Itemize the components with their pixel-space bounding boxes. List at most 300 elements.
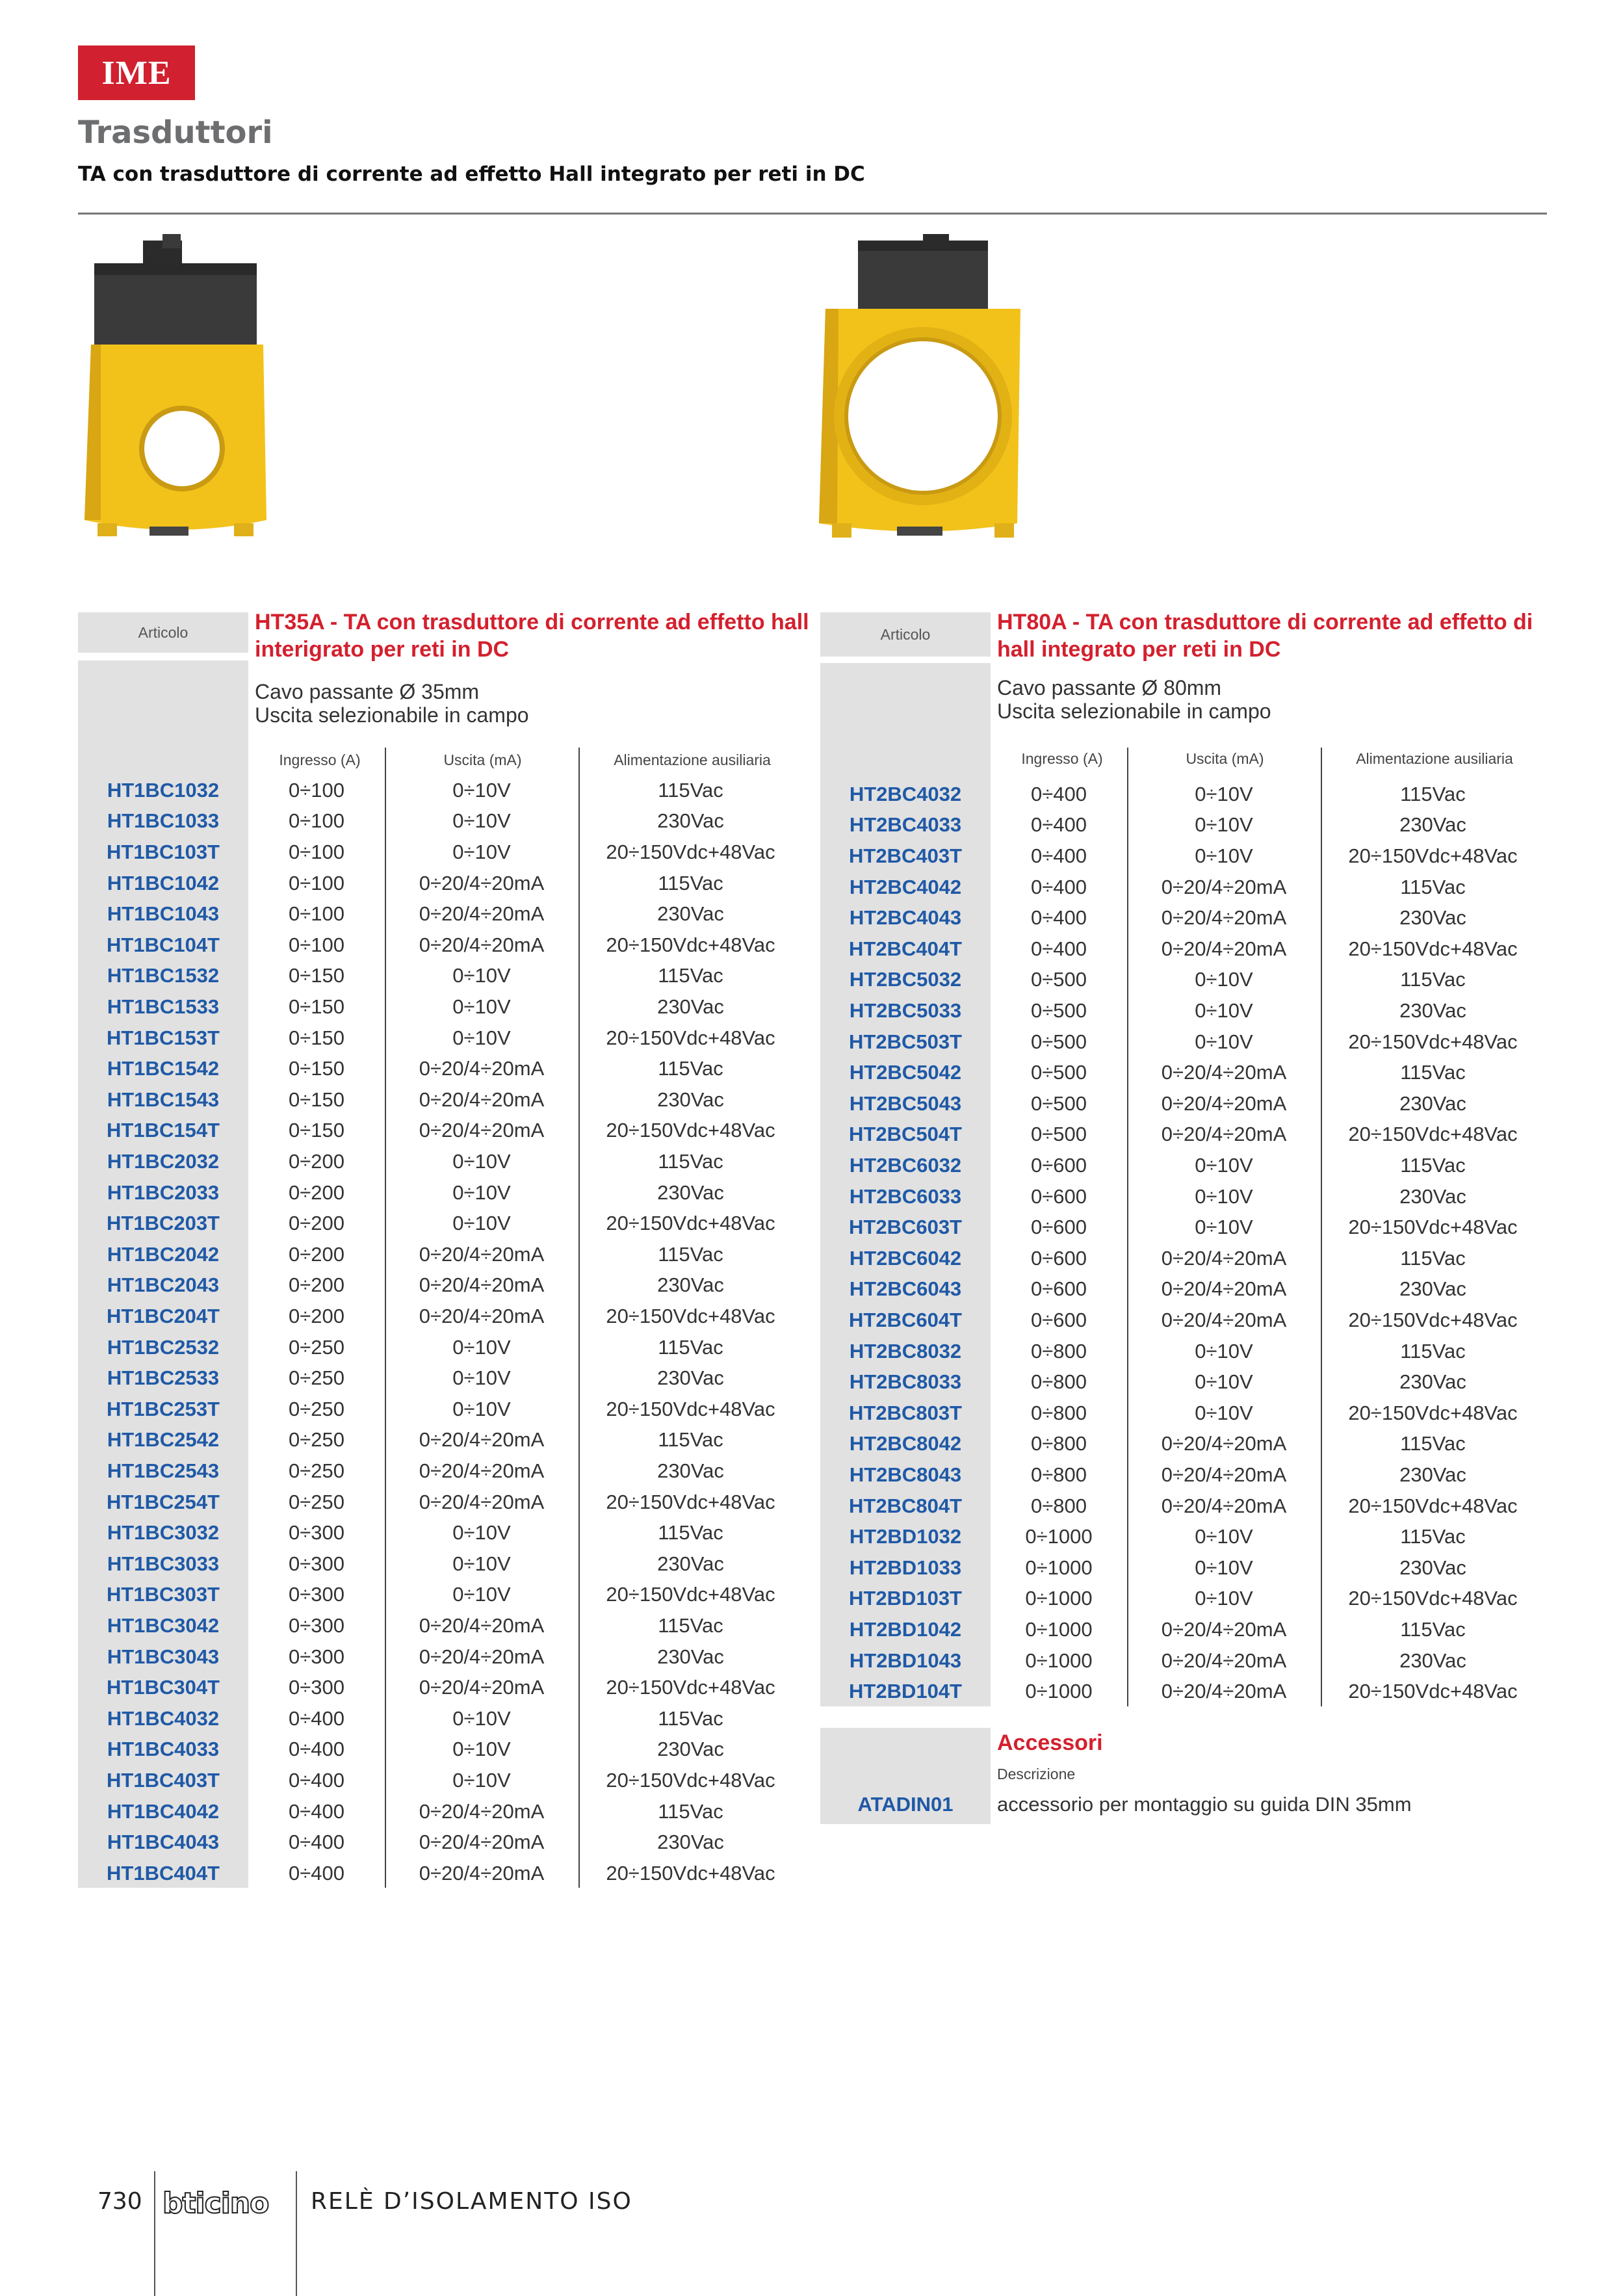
article-code: HT1BC4043 (107, 1831, 220, 1854)
aux-supply: 20÷150Vdc+48Vac (1348, 1308, 1518, 1331)
left-desc-output: Uscita selezionabile in campo (255, 703, 529, 727)
aux-supply: 230Vac (1399, 1184, 1466, 1208)
article-code: HT1BC2542 (107, 1428, 220, 1452)
aux-supply: 115Vac (658, 1242, 723, 1266)
left-col-alimentazione: Alimentazione ausiliaria (614, 751, 771, 768)
input-range: 0÷800 (1031, 1370, 1087, 1394)
article-code: HT1BC1032 (107, 778, 220, 802)
output-range: 0÷10V (452, 1706, 511, 1730)
article-code: HT2BC803T (849, 1401, 962, 1424)
aux-supply: 230Vac (657, 1738, 724, 1761)
output-range: 0÷20/4÷20mA (419, 1799, 545, 1823)
aux-supply: 20÷150Vdc+48Vac (1348, 1030, 1518, 1053)
output-range: 0÷20/4÷20mA (1161, 1091, 1287, 1115)
input-range: 0÷150 (289, 1026, 344, 1049)
table-row (78, 868, 803, 899)
input-range: 0÷1000 (1025, 1587, 1093, 1610)
input-range: 0÷200 (289, 1273, 344, 1297)
article-code: HT2BD1042 (849, 1617, 962, 1641)
aux-supply: 230Vac (1399, 1556, 1466, 1579)
article-code: HT1BC2033 (107, 1181, 220, 1204)
left-col-uscita: Uscita (mA) (443, 751, 522, 768)
aux-supply: 115Vac (1400, 1339, 1466, 1363)
output-range: 0÷10V (1195, 1184, 1253, 1208)
output-range: 0÷10V (452, 809, 511, 833)
input-range: 0÷400 (1031, 844, 1087, 867)
input-range: 0÷100 (289, 871, 344, 894)
table-row (820, 841, 1545, 872)
table-row (78, 1363, 803, 1394)
page-number: 730 (97, 2188, 142, 2215)
table-row (78, 1703, 803, 1734)
aux-supply: 20÷150Vdc+48Vac (606, 1304, 775, 1327)
input-range: 0÷500 (1031, 1123, 1087, 1146)
input-range: 0÷600 (1031, 1216, 1087, 1239)
table-row (78, 1084, 803, 1115)
input-range: 0÷400 (1031, 813, 1087, 837)
table-row (820, 1026, 1545, 1058)
output-range: 0÷20/4÷20mA (419, 933, 545, 956)
table-row (820, 1521, 1545, 1552)
product-image-ht35a (71, 234, 279, 546)
article-code: HT1BC2042 (107, 1242, 220, 1266)
article-code: HT1BC2543 (107, 1459, 220, 1482)
article-code: HT1BC3043 (107, 1645, 220, 1668)
aux-supply: 20÷150Vdc+48Vac (1348, 937, 1518, 960)
left-desc-cable: Cavo passante Ø 35mm (255, 680, 480, 703)
output-range: 0÷20/4÷20mA (1161, 937, 1287, 960)
article-code: HT1BC1042 (107, 871, 220, 894)
aux-supply: 230Vac (657, 1181, 724, 1204)
input-range: 0÷1000 (1025, 1556, 1093, 1579)
input-range: 0÷150 (289, 1057, 344, 1080)
table-row (820, 1366, 1545, 1398)
table-row (820, 1552, 1545, 1584)
left-product-title: HT35A - TA con trasduttore di corrente ad effetto hall interigrato per reti in DC (255, 610, 809, 662)
output-range: 0÷10V (1195, 813, 1253, 837)
aux-supply: 115Vac (658, 1335, 723, 1359)
aux-supply: 20÷150Vdc+48Vac (1348, 1494, 1518, 1517)
output-range: 0÷20/4÷20mA (419, 871, 545, 894)
input-range: 0÷300 (289, 1521, 344, 1545)
output-range: 0÷20/4÷20mA (1161, 1308, 1287, 1331)
input-range: 0÷500 (1031, 968, 1087, 991)
output-range: 0÷10V (452, 1149, 511, 1173)
aux-supply: 115Vac (658, 1613, 723, 1637)
input-range: 0÷400 (289, 1861, 344, 1885)
output-range: 0÷10V (1195, 998, 1253, 1022)
input-range: 0÷800 (1031, 1463, 1087, 1486)
right-desc-cable: Cavo passante Ø 80mm (997, 676, 1222, 699)
input-range: 0÷500 (1031, 1061, 1087, 1084)
article-code: HT1BC304T (107, 1676, 220, 1699)
output-range: 0÷10V (452, 1397, 511, 1420)
aux-supply: 20÷150Vdc+48Vac (606, 1768, 775, 1792)
accessories-title: Accessori (997, 1730, 1103, 1755)
article-code: HT1BC203T (107, 1212, 220, 1235)
section-name: RELÈ D’ISOLAMENTO ISO (311, 2188, 632, 2215)
article-code: HT2BC4032 (849, 782, 962, 805)
table-row (78, 1765, 803, 1796)
article-code: HT1BC2032 (107, 1149, 220, 1173)
aux-supply: 115Vac (1400, 968, 1466, 991)
article-code: HT2BC5033 (849, 998, 962, 1022)
output-range: 0÷20/4÷20mA (419, 1831, 545, 1854)
table-row (820, 1150, 1545, 1181)
table-row (78, 1796, 803, 1827)
article-code: HT2BC404T (849, 937, 962, 960)
article-code: HT1BC404T (107, 1861, 220, 1885)
input-range: 0÷800 (1031, 1339, 1087, 1363)
output-range: 0÷10V (1195, 782, 1253, 805)
article-code: HT1BC4032 (107, 1706, 220, 1730)
aux-supply: 115Vac (658, 964, 723, 987)
footer-divider-1 (154, 2171, 155, 2296)
input-range: 0÷100 (289, 902, 344, 926)
input-range: 0÷400 (1031, 875, 1087, 898)
aux-supply: 20÷150Vdc+48Vac (606, 1676, 775, 1699)
aux-supply: 20÷150Vdc+48Vac (606, 933, 775, 956)
article-code: HT1BC3042 (107, 1613, 220, 1637)
input-range: 0÷400 (289, 1768, 344, 1792)
table-row (820, 779, 1545, 810)
article-code: HT1BC2532 (107, 1335, 220, 1359)
aux-supply: 230Vac (1399, 1370, 1466, 1394)
input-range: 0÷200 (289, 1149, 344, 1173)
aux-supply: 230Vac (1399, 998, 1466, 1022)
input-range: 0÷800 (1031, 1432, 1087, 1455)
aux-supply: 115Vac (658, 871, 723, 894)
table-row (78, 1610, 803, 1641)
table-row (78, 1270, 803, 1301)
table-row (820, 1119, 1545, 1151)
table-row (78, 930, 803, 961)
aux-supply: 230Vac (1399, 1463, 1466, 1486)
article-code: HT2BC603T (849, 1216, 962, 1239)
article-code: HT1BC153T (107, 1026, 220, 1049)
output-range: 0÷20/4÷20mA (419, 1088, 545, 1111)
article-code: HT2BD1033 (849, 1556, 962, 1579)
table-row (78, 1672, 803, 1703)
article-code: HT2BC5042 (849, 1061, 962, 1084)
input-range: 0÷250 (289, 1335, 344, 1359)
page-title: Trasduttori (78, 114, 273, 151)
table-row (820, 902, 1545, 933)
table-row (78, 1734, 803, 1766)
article-code: HT1BC1043 (107, 902, 220, 926)
aux-supply: 230Vac (657, 1366, 724, 1390)
table-row (820, 1336, 1545, 1367)
article-code: HT1BC303T (107, 1583, 220, 1606)
output-range: 0÷20/4÷20mA (1161, 1649, 1287, 1672)
output-range: 0÷20/4÷20mA (419, 902, 545, 926)
output-range: 0÷20/4÷20mA (419, 1645, 545, 1668)
aux-supply: 20÷150Vdc+48Vac (1348, 1123, 1518, 1146)
article-code: HT2BD104T (849, 1680, 962, 1703)
page-subtitle: TA con trasduttore di corrente ad effetto Hall integrato per reti in DC (78, 163, 865, 186)
aux-supply: 20÷150Vdc+48Vac (606, 1119, 775, 1142)
table-row (78, 1115, 803, 1147)
input-range: 0÷400 (289, 1831, 344, 1854)
aux-supply: 230Vac (657, 902, 724, 926)
article-code: HT2BC6032 (849, 1153, 962, 1177)
input-range: 0÷400 (1031, 782, 1087, 805)
table-row (78, 1455, 803, 1487)
table-row (820, 1212, 1545, 1243)
output-range: 0÷20/4÷20mA (1161, 1680, 1287, 1703)
article-code: HT1BC403T (107, 1768, 220, 1792)
input-range: 0÷800 (1031, 1401, 1087, 1424)
aux-supply: 115Vac (1400, 1153, 1466, 1177)
output-range: 0÷20/4÷20mA (1161, 906, 1287, 930)
input-range: 0÷400 (289, 1706, 344, 1730)
bticino-logo: bticino (162, 2187, 269, 2220)
aux-supply: 230Vac (1399, 1649, 1466, 1672)
output-range: 0÷20/4÷20mA (1161, 1494, 1287, 1517)
table-row (820, 1429, 1545, 1460)
table-row (820, 933, 1545, 965)
table-row (820, 1305, 1545, 1336)
output-range: 0÷20/4÷20mA (1161, 1123, 1287, 1146)
output-range: 0÷10V (1195, 1587, 1253, 1610)
output-range: 0÷10V (1195, 1556, 1253, 1579)
aux-supply: 230Vac (1399, 1277, 1466, 1301)
table-row (820, 995, 1545, 1026)
aux-supply: 230Vac (657, 1459, 724, 1482)
input-range: 0÷1000 (1025, 1649, 1093, 1672)
article-code: HT2BC503T (849, 1030, 962, 1053)
aux-supply: 20÷150Vdc+48Vac (606, 1026, 775, 1049)
table-row (820, 1614, 1545, 1645)
article-code: HT2BC5043 (849, 1091, 962, 1115)
table-row (78, 961, 803, 992)
output-range: 0÷10V (452, 778, 511, 802)
aux-supply: 230Vac (657, 995, 724, 1018)
output-range: 0÷20/4÷20mA (419, 1273, 545, 1297)
table-row (78, 837, 803, 868)
ime-logo: IME (78, 46, 195, 100)
input-range: 0÷400 (1031, 906, 1087, 930)
accessory-code: ATADIN01 (857, 1793, 954, 1816)
input-range: 0÷500 (1031, 1091, 1087, 1115)
input-range: 0÷800 (1031, 1494, 1087, 1517)
aux-supply: 115Vac (1400, 1617, 1466, 1641)
left-col-ingresso: Ingresso (A) (279, 751, 361, 768)
article-code: HT2BD1043 (849, 1649, 962, 1672)
aux-supply: 20÷150Vdc+48Vac (1348, 1680, 1518, 1703)
article-code: HT2BC4042 (849, 875, 962, 898)
accessories-desc-label: Descrizione (997, 1766, 1076, 1782)
output-range: 0÷20/4÷20mA (419, 1861, 545, 1885)
input-range: 0÷300 (289, 1583, 344, 1606)
table-row (820, 1088, 1545, 1119)
output-range: 0÷20/4÷20mA (1161, 1277, 1287, 1301)
right-col-alimentazione: Alimentazione ausiliaria (1356, 750, 1513, 767)
input-range: 0÷100 (289, 840, 344, 863)
table-row (78, 1208, 803, 1239)
article-code: HT1BC4033 (107, 1738, 220, 1761)
aux-supply: 230Vac (657, 1273, 724, 1297)
output-range: 0÷10V (452, 1768, 511, 1792)
article-code: HT1BC1543 (107, 1088, 220, 1111)
table-row (820, 1274, 1545, 1305)
output-range: 0÷20/4÷20mA (419, 1490, 545, 1513)
output-range: 0÷10V (452, 1026, 511, 1049)
output-range: 0÷20/4÷20mA (1161, 1432, 1287, 1455)
output-range: 0÷10V (452, 1583, 511, 1606)
output-range: 0÷10V (452, 840, 511, 863)
footer-divider-2 (296, 2171, 297, 2296)
article-code: HT1BC4042 (107, 1799, 220, 1823)
table-row (78, 1023, 803, 1054)
aux-supply: 230Vac (657, 1088, 724, 1111)
table-row (78, 1239, 803, 1270)
aux-supply: 20÷150Vdc+48Vac (606, 1583, 775, 1606)
article-code: HT1BC1033 (107, 809, 220, 833)
article-code: HT2BC5032 (849, 968, 962, 991)
article-code: HT1BC154T (107, 1119, 220, 1142)
article-code: HT1BC2533 (107, 1366, 220, 1390)
input-range: 0÷300 (289, 1645, 344, 1668)
input-range: 0÷250 (289, 1428, 344, 1452)
input-range: 0÷300 (289, 1613, 344, 1637)
input-range: 0÷150 (289, 964, 344, 987)
input-range: 0÷250 (289, 1366, 344, 1390)
input-range: 0÷500 (1031, 998, 1087, 1022)
output-range: 0÷20/4÷20mA (419, 1242, 545, 1266)
aux-supply: 20÷150Vdc+48Vac (1348, 1216, 1518, 1239)
right-desc-output: Uscita selezionabile in campo (997, 699, 1271, 723)
table-row (78, 1827, 803, 1858)
aux-supply: 230Vac (1399, 813, 1466, 837)
article-code: HT1BC104T (107, 933, 220, 956)
table-row (78, 1487, 803, 1518)
aux-supply: 115Vac (1400, 1246, 1466, 1270)
aux-supply: 20÷150Vdc+48Vac (606, 840, 775, 863)
aux-supply: 115Vac (658, 1428, 723, 1452)
table-row (78, 1858, 803, 1889)
input-range: 0÷1000 (1025, 1680, 1093, 1703)
aux-supply: 115Vac (658, 1057, 723, 1080)
article-code: HT2BD103T (849, 1587, 962, 1610)
article-code: HT2BC504T (849, 1123, 962, 1146)
article-code: HT1BC253T (107, 1397, 220, 1420)
accessory-description: accessorio per montaggio su guida DIN 35mm (997, 1793, 1412, 1816)
aux-supply: 230Vac (1399, 906, 1466, 930)
table-row (820, 1057, 1545, 1088)
input-range: 0÷250 (289, 1459, 344, 1482)
output-range: 0÷20/4÷20mA (1161, 1061, 1287, 1084)
table-row (78, 1053, 803, 1084)
table-row (820, 1181, 1545, 1212)
input-range: 0÷1000 (1025, 1617, 1093, 1641)
input-range: 0÷400 (1031, 937, 1087, 960)
table-row (820, 1491, 1545, 1522)
right-col-ingresso: Ingresso (A) (1021, 750, 1103, 767)
table-row (820, 1459, 1545, 1491)
right-col-uscita: Uscita (mA) (1186, 750, 1264, 767)
output-range: 0÷10V (1195, 1525, 1253, 1548)
output-range: 0÷10V (1195, 1153, 1253, 1177)
table-row (78, 1548, 803, 1580)
input-range: 0÷600 (1031, 1246, 1087, 1270)
table-row (820, 1645, 1545, 1676)
aux-supply: 230Vac (657, 1645, 724, 1668)
aux-supply: 115Vac (658, 1799, 723, 1823)
output-range: 0÷10V (1195, 968, 1253, 991)
table-row (78, 1641, 803, 1673)
input-range: 0÷300 (289, 1676, 344, 1699)
output-range: 0÷10V (452, 1181, 511, 1204)
table-row (78, 1177, 803, 1208)
input-range: 0÷300 (289, 1552, 344, 1575)
input-range: 0÷600 (1031, 1153, 1087, 1177)
input-range: 0÷150 (289, 995, 344, 1018)
aux-supply: 115Vac (658, 1149, 723, 1173)
article-code: HT1BC1532 (107, 964, 220, 987)
left-articolo-header: Articolo (78, 612, 248, 653)
aux-supply: 115Vac (658, 1521, 723, 1545)
input-range: 0÷500 (1031, 1030, 1087, 1053)
table-row (78, 1517, 803, 1548)
table-row (820, 1243, 1545, 1274)
input-range: 0÷100 (289, 809, 344, 833)
aux-supply: 20÷150Vdc+48Vac (1348, 1587, 1518, 1610)
table-row (78, 1332, 803, 1363)
output-range: 0÷20/4÷20mA (419, 1676, 545, 1699)
article-code: HT2BC804T (849, 1494, 962, 1517)
article-code: HT2BD1032 (849, 1525, 962, 1548)
output-range: 0÷20/4÷20mA (1161, 1617, 1287, 1641)
aux-supply: 20÷150Vdc+48Vac (606, 1490, 775, 1513)
input-range: 0÷200 (289, 1304, 344, 1327)
aux-supply: 115Vac (1400, 1525, 1466, 1548)
output-range: 0÷10V (452, 1552, 511, 1575)
aux-supply: 20÷150Vdc+48Vac (606, 1212, 775, 1235)
article-code: HT2BC6042 (849, 1246, 962, 1270)
table-row (820, 810, 1545, 841)
output-range: 0÷10V (452, 1366, 511, 1390)
output-range: 0÷20/4÷20mA (419, 1613, 545, 1637)
table-row (78, 775, 803, 806)
article-code: HT1BC3032 (107, 1521, 220, 1545)
output-range: 0÷10V (452, 964, 511, 987)
table-row (820, 965, 1545, 996)
input-range: 0÷200 (289, 1242, 344, 1266)
right-product-title: HT80A - TA con trasduttore di corrente ad effetto di hall integrato per reti in DC (997, 610, 1533, 662)
aux-supply: 230Vac (657, 1552, 724, 1575)
input-range: 0÷100 (289, 778, 344, 802)
table-row (78, 1146, 803, 1177)
input-range: 0÷200 (289, 1181, 344, 1204)
aux-supply: 230Vac (657, 1831, 724, 1854)
table-row (820, 1584, 1545, 1615)
output-range: 0÷10V (452, 1212, 511, 1235)
table-row (820, 1676, 1545, 1707)
table-row (820, 872, 1545, 903)
input-range: 0÷600 (1031, 1277, 1087, 1301)
aux-supply: 115Vac (1400, 1061, 1466, 1084)
article-code: HT2BC8042 (849, 1432, 962, 1455)
article-code: HT1BC254T (107, 1490, 220, 1513)
article-code: HT1BC1542 (107, 1057, 220, 1080)
article-code: HT1BC1533 (107, 995, 220, 1018)
output-range: 0÷20/4÷20mA (419, 1119, 545, 1142)
aux-supply: 20÷150Vdc+48Vac (606, 1397, 775, 1420)
article-code: HT1BC204T (107, 1304, 220, 1327)
output-range: 0÷10V (452, 1521, 511, 1545)
table-row (78, 1301, 803, 1332)
